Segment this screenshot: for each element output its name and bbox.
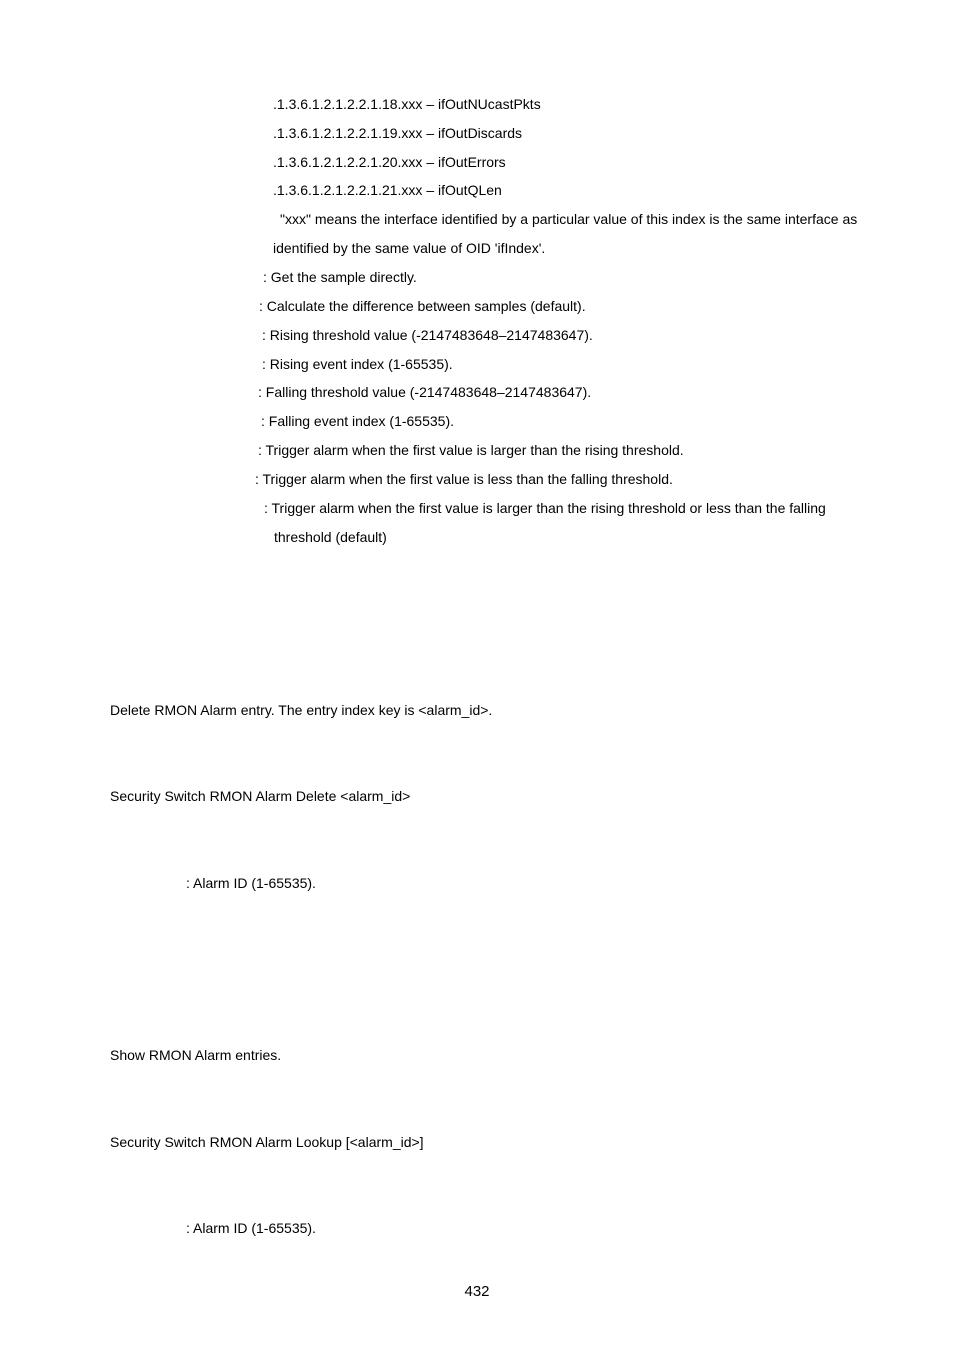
lookup-param-alarm-id: : Alarm ID (1-65535). — [186, 1220, 316, 1236]
delete-param-alarm-id: : Alarm ID (1-65535). — [186, 875, 316, 891]
oid-item-ifoutnucastpkts: .1.3.6.1.2.1.2.2.1.18.xxx – ifOutNUcastPkts — [273, 96, 541, 112]
param-falling-threshold: : Falling threshold value (-2147483648–2147483647). — [258, 384, 592, 400]
param-falling-event-index: : Falling event index (1-65535). — [261, 413, 454, 429]
param-absolute: : Get the sample directly. — [263, 269, 417, 285]
param-rising-event-index: : Rising event index (1-65535). — [262, 356, 453, 372]
lookup-syntax: Security Switch RMON Alarm Lookup [<alarm_id>] — [110, 1134, 424, 1150]
param-delta: : Calculate the difference between samples (default). — [259, 298, 586, 314]
xxx-note-line-1: "xxx" means the interface identified by a particular value of this index is the same interface as — [280, 211, 858, 227]
lookup-description: Show RMON Alarm entries. — [110, 1047, 282, 1063]
param-both-line-2: threshold (default) — [274, 529, 387, 545]
oid-item-ifouterrors: .1.3.6.1.2.1.2.2.1.20.xxx – ifOutErrors — [273, 154, 506, 170]
param-both-line-1: : Trigger alarm when the first value is larger than the rising threshold or less than the falling — [264, 500, 826, 516]
oid-item-ifoutqlen: .1.3.6.1.2.1.2.2.1.21.xxx – ifOutQLen — [273, 182, 502, 198]
delete-description: Delete RMON Alarm entry. The entry index key is <alarm_id>. — [110, 702, 493, 718]
param-rising-threshold: : Rising threshold value (-2147483648–2147483647). — [262, 327, 593, 343]
oid-item-ifoutdiscards: .1.3.6.1.2.1.2.2.1.19.xxx – ifOutDiscards — [273, 125, 523, 141]
page-number: 432 — [464, 1283, 490, 1300]
param-rising: : Trigger alarm when the first value is larger than the rising threshold. — [258, 442, 684, 458]
delete-syntax: Security Switch RMON Alarm Delete <alarm_id> — [110, 788, 411, 804]
xxx-note-line-2: identified by the same value of OID 'ifIndex'. — [273, 240, 546, 256]
param-falling: : Trigger alarm when the first value is less than the falling threshold. — [255, 471, 673, 487]
